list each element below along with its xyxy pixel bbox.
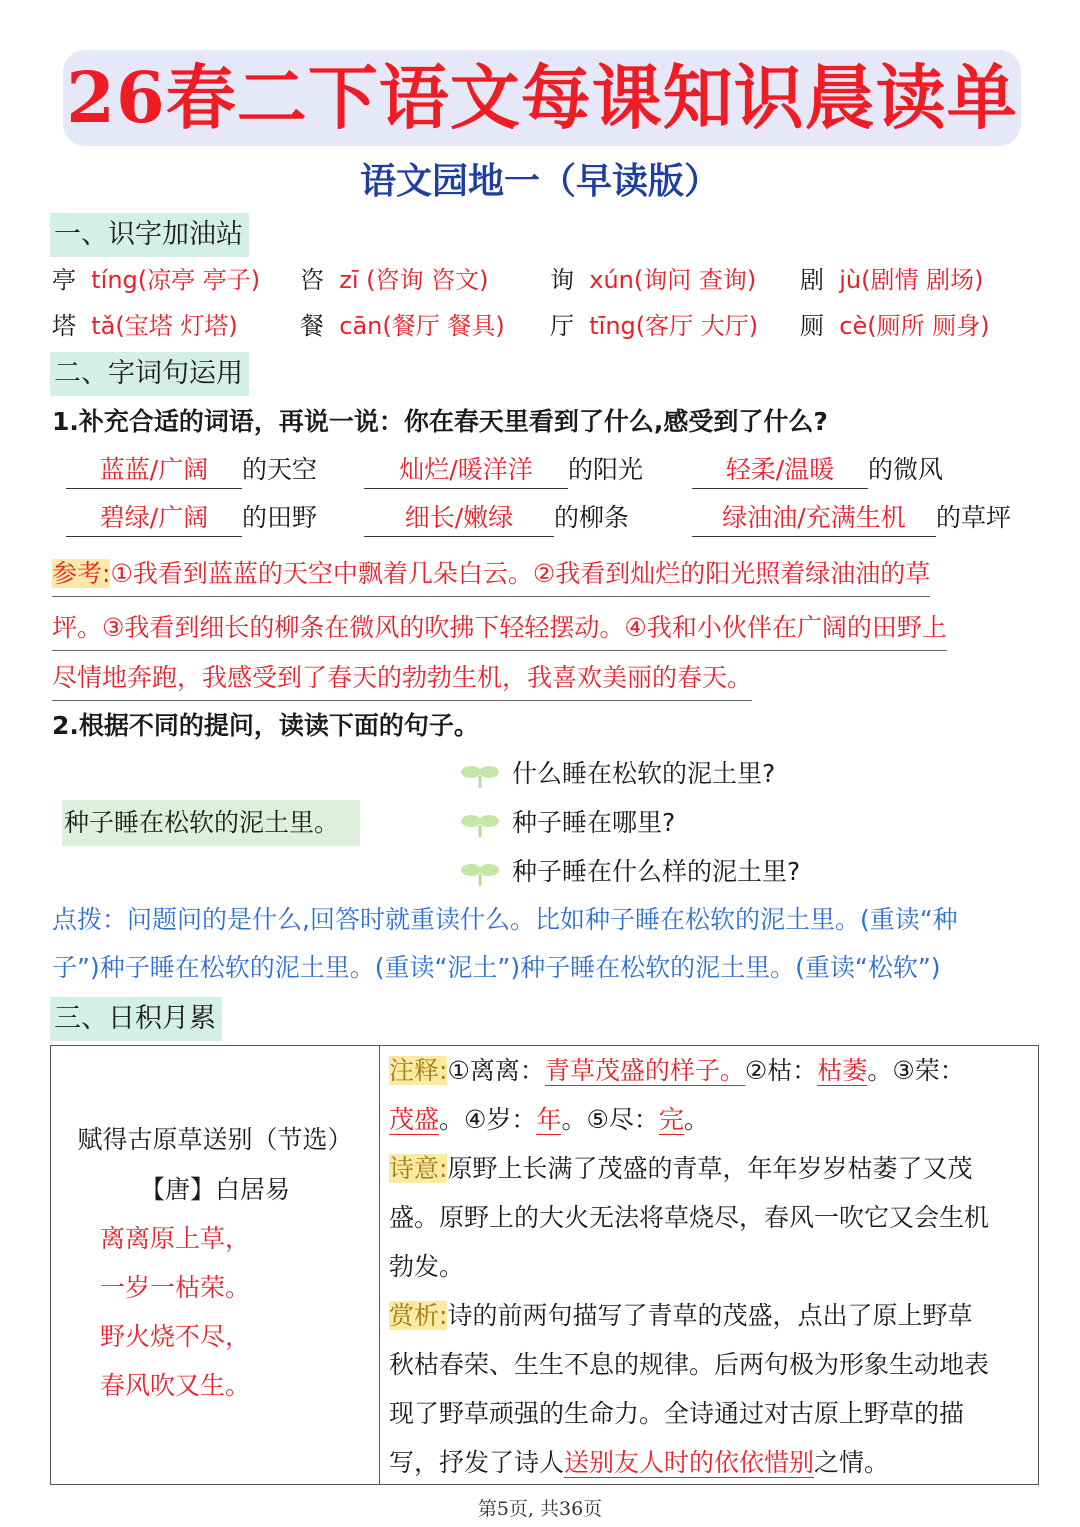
sprout-icon (460, 809, 500, 839)
meaning-line: 盛。原野上的大火无法将草烧尽，春风一吹它又会生机 (389, 1203, 990, 1232)
char-entry: 咨 zī (咨询 咨文) (300, 266, 489, 294)
analysis-label: 赏析: (389, 1301, 448, 1330)
analysis-line: 写，抒发了诗人送别友人时的依依惜别之情。 (389, 1448, 890, 1477)
reference-line: 尽情地奔跑，我感受到了春天的勃勃生机，我喜欢美丽的春天。 (52, 656, 752, 701)
sprout-icon (460, 760, 500, 790)
poem-table (50, 1045, 1039, 1485)
tip-line: 子”)种子睡在松软的泥土里。(重读“泥土”)种子睡在松软的泥土里。(重读“松软”) (52, 953, 941, 982)
page-title: 26春二下语文每课知识晨读单 (66, 56, 1018, 139)
fill-blank: 灿烂/暖洋洋 的阳光 (364, 450, 643, 490)
char-entry: 塔 tǎ(宝塔 灯塔) (52, 312, 238, 340)
sprout-icon (460, 858, 500, 888)
tip-box (52, 896, 1042, 992)
question-item: 种子睡在哪里? (460, 803, 675, 843)
page-subtitle: 语文园地一（早读版） (359, 161, 720, 202)
example-sentence: 种子睡在松软的泥土里。 (62, 800, 360, 846)
char-entry: 餐 cān(餐厅 餐具) (300, 312, 505, 340)
reference-answer (52, 552, 1032, 702)
poem-line: 野火烧不尽， (99, 1322, 250, 1351)
notes-line: 茂盛。④岁：年。⑤尽：完。 (389, 1105, 709, 1134)
tip-line: 点拨：问题问的是什么,回答时就重读什么。比如种子睡在松软的泥土里。(重读“种 (52, 905, 958, 934)
char-entry: 亭 tíng(凉亭 亭子) (52, 266, 261, 294)
poem-author: 【唐】白居易 (139, 1175, 290, 1204)
analysis-line: 赏析:诗的前两句描写了青草的茂盛，点出了原上野草 (389, 1301, 973, 1330)
meaning-line: 诗意:原野上长满了茂盛的青草，年年岁岁枯萎了又茂 (389, 1154, 973, 1183)
poem-title: 赋得古原草送别（节选） (77, 1125, 353, 1154)
section-heading-usage: 二、字词句运用 (50, 352, 249, 396)
page-number: 第5页, 共36页 (477, 1498, 603, 1520)
analysis-line: 现了野草顽强的生命力。全诗通过对古原上野草的描 (389, 1399, 965, 1428)
reference-line: 参考:①我看到蓝蓝的天空中飘着几朵白云。②我看到灿烂的阳光照着绿油油的草 (52, 552, 930, 597)
fill-blank: 绿油油/充满生机 的草坪 (692, 498, 1011, 538)
notes-label: 注释: (389, 1056, 448, 1085)
poem-notes-cell (380, 1046, 1039, 1485)
char-entry: 剧 jù(剧情 剧场) (800, 266, 984, 294)
fill-blank: 轻柔/温暖 的微风 (692, 450, 943, 490)
meaning-label: 诗意: (389, 1154, 448, 1183)
char-entry: 询 xún(询问 查询) (550, 266, 757, 294)
notes-line: 注释:①离离：青草茂盛的样子。②枯：枯萎。③荣： (389, 1056, 965, 1085)
char-entry: 厅 tīng(客厅 大厅) (550, 312, 759, 340)
question-1: 1.补充合适的词语，再说一说：你在春天里看到了什么,感受到了什么? (52, 407, 828, 436)
section-heading-accumulation: 三、日积月累 (50, 997, 222, 1041)
char-row-1 (52, 260, 1032, 300)
meaning-line: 勃发。 (389, 1252, 465, 1281)
fill-blank: 碧绿/广阔 的田野 (66, 498, 317, 538)
fill-blank: 细长/嫩绿 的柳条 (364, 498, 629, 538)
poem-line: 一岁一枯荣。 (99, 1273, 250, 1302)
char-row-2 (52, 306, 1032, 346)
char-entry: 厕 cè(厕所 厕身) (800, 312, 990, 340)
reference-label: 参考: (52, 559, 111, 588)
section-heading-characters: 一、识字加油站 (50, 213, 249, 257)
poem-line: 春风吹又生。 (99, 1371, 250, 1400)
question-2: 2.根据不同的提问，读读下面的句子。 (52, 711, 479, 740)
question-item: 什么睡在松软的泥土里? (460, 754, 775, 794)
fill-blank: 蓝蓝/广阔 的天空 (66, 450, 317, 490)
reference-line: 坪。③我看到细长的柳条在微风的吹拂下轻轻摆动。④我和小伙伴在广阔的田野上 (52, 606, 947, 651)
poem-cell (51, 1046, 380, 1485)
analysis-line: 秋枯春荣、生生不息的规律。后两句极为形象生动地表 (389, 1350, 990, 1379)
poem-line: 离离原上草， (99, 1224, 250, 1253)
question-item: 种子睡在什么样的泥土里? (460, 852, 800, 892)
